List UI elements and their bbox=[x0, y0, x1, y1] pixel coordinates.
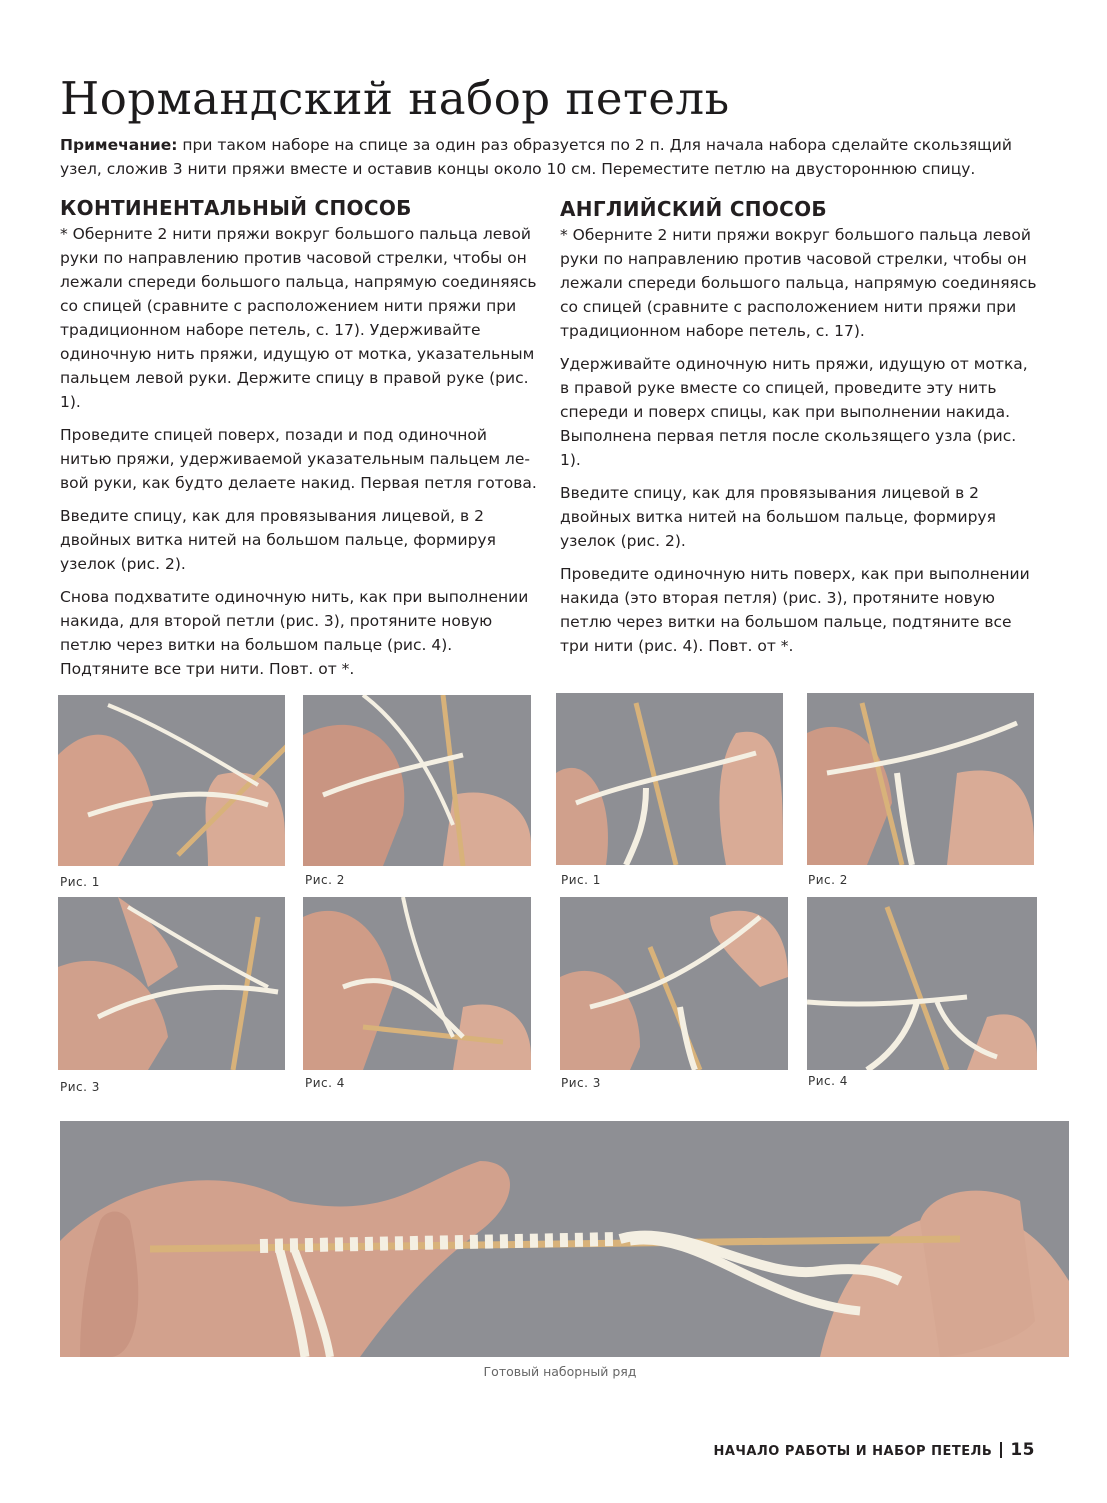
intro-note bbox=[60, 133, 1050, 181]
footer-divider bbox=[1000, 1442, 1002, 1458]
english-fig-2-photo bbox=[807, 693, 1034, 865]
continental-paragraph-3: Введите спицу, как для провязывания лицевой, в 2 двойных витка нитей на большом пальце, формируя узелок (рис. 2). bbox=[60, 507, 496, 573]
english-method bbox=[560, 197, 1040, 667]
english-paragraph-1: * Оберните 2 нити пряжи вокруг большого пальца левой руки по направлению против часовой стрелки, чтобы он лежали спереди большого пальца, напрямую соединяясь со спицей (сравните с расположением нити пряжи при традиционном наборе петель, с. 17). bbox=[560, 226, 1037, 340]
english-fig-1-photo bbox=[556, 693, 783, 865]
english-fig-3-photo bbox=[560, 897, 788, 1070]
continental-fig-2-photo bbox=[303, 695, 531, 866]
finished-row-photo bbox=[60, 1121, 1069, 1357]
continental-heading: КОНТИНЕНТАЛЬНЫЙ СПОСОБ bbox=[60, 196, 412, 220]
continental-paragraph-2: Проведите спицей поверх, позади и под одиночной нитью пряжи, удерживаемой указательным пальцем левой руки, как будто делаете накид. Первая петля готова. bbox=[60, 426, 537, 492]
english-paragraph-4: Проведите одиночную нить поверх, как при выполнении накида (это вторая петля) (рис. 3), протяните новую петлю через витки на большом пальце, подтяните все три нити (рис. 4). Повт. от *. bbox=[560, 565, 1030, 655]
english-fig-4-photo bbox=[807, 897, 1037, 1070]
continental-fig-1-photo bbox=[58, 695, 285, 866]
continental-fig-4-caption: Рис. 4 bbox=[305, 1076, 345, 1090]
intro-label: Примечание: bbox=[60, 136, 178, 154]
english-fig-2-caption: Рис. 2 bbox=[808, 873, 848, 887]
english-paragraph-2: Удерживайте одиночную нить пряжи, идущую от мотка, в правой руке вместе со спицей, проведите эту нить спереди и поверх спицы, как при выполнении накида. Выполнена первая петля после скользящего узла (рис. 1). bbox=[560, 355, 1028, 469]
page-title: Нормандский набор петель bbox=[60, 72, 730, 125]
english-heading: АНГЛИЙСКИЙ СПОСОБ bbox=[560, 197, 827, 221]
continental-paragraph-1: * Оберните 2 нити пряжи вокруг большого пальца левой руки по направлению против часовой стрелки, чтобы он лежали спереди большого пальца, напрямую соединяясь со спицей (сравните с расположением нити пряжи при традиционном наборе петель, с. 17). Удерживайте одиночную нить пряжи, идущую от мотка, указательным пальцем левой руки. Держите спицу в правой руке (рис. 1). bbox=[60, 225, 537, 411]
english-fig-1-caption: Рис. 1 bbox=[561, 873, 601, 887]
page-number: 15 bbox=[1010, 1440, 1035, 1460]
finished-row-caption: Готовый наборный ряд bbox=[483, 1364, 637, 1379]
english-fig-3-caption: Рис. 3 bbox=[561, 1076, 601, 1090]
page-footer bbox=[713, 1440, 1035, 1460]
english-paragraph-3: Введите спицу, как для провязывания лицевой в 2 двойных витка нитей на большом пальце, формируя узелок (рис. 2). bbox=[560, 484, 996, 550]
continental-method bbox=[60, 196, 540, 690]
continental-fig-3-photo bbox=[58, 897, 285, 1070]
continental-fig-1-caption: Рис. 1 bbox=[60, 875, 100, 889]
continental-fig-2-caption: Рис. 2 bbox=[305, 873, 345, 887]
intro-text: при таком наборе на спице за один раз образуется по 2 п. Для начала набора сделайте скользящий узел, сложив 3 нити пряжи вместе и оставив концы около 10 см. Переместите петлю на двустороннюю спицу. bbox=[60, 136, 1012, 178]
english-fig-4-caption: Рис. 4 bbox=[808, 1074, 848, 1088]
continental-fig-4-photo bbox=[303, 897, 531, 1070]
continental-paragraph-4: Снова подхватите одиночную нить, как при выполнении накида, для второй петли (рис. 3), протяните новую петлю через витки на большом пальце (рис. 4). Подтяните все три нити. Повт. от *. bbox=[60, 588, 529, 678]
continental-fig-3-caption: Рис. 3 bbox=[60, 1080, 100, 1094]
footer-section: НАЧАЛО РАБОТЫ И НАБОР ПЕТЕЛЬ bbox=[713, 1444, 993, 1459]
